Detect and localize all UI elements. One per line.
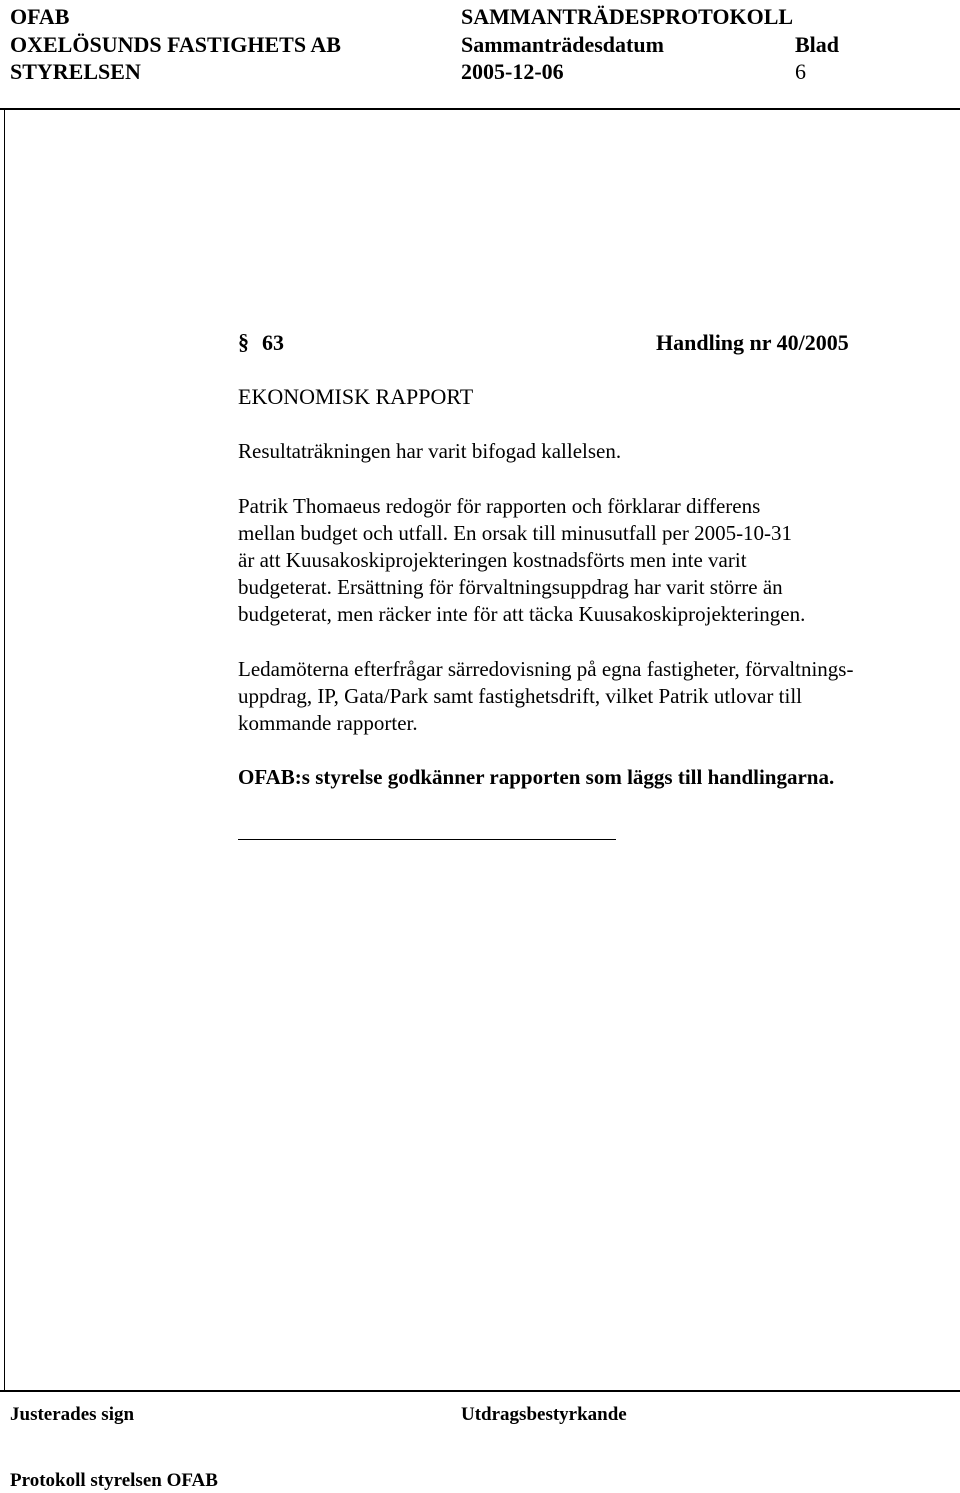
section-number: 63	[262, 330, 284, 355]
paragraph-line: budgeterat, men räcker inte för att täcka Kuusakoskiprojekteringen.	[238, 602, 806, 626]
paragraph-line: mellan budget och utfall. En orsak till minusutfall per 2005-10-31	[238, 521, 793, 545]
paragraph-report	[238, 493, 953, 628]
paragraph-request	[238, 656, 953, 737]
page-label: Blad	[795, 32, 840, 57]
certify-label: Utdragsbestyrkande	[461, 1404, 627, 1425]
paragraph-line: budgeterat. Ersättning för förvaltningsuppdrag har varit större än	[238, 575, 783, 599]
section-title: EKONOMISK RAPPORT	[238, 384, 474, 409]
doc-type: SAMMANTRÄDESPROTOKOLL	[461, 4, 794, 29]
section-symbol: §	[238, 329, 249, 354]
signature-underline	[238, 839, 616, 840]
org-short: OFAB	[10, 4, 70, 29]
paragraph-line: är att Kuusakoskiprojekteringen kostnadsförts men inte varit	[238, 548, 747, 572]
paragraph-line: kommande rapporter.	[238, 711, 418, 735]
header-rule	[0, 108, 960, 110]
justified-label: Justerades sign	[10, 1404, 135, 1425]
page-value: 6	[795, 59, 806, 84]
paragraph-line: uppdrag, IP, Gata/Park samt fastighetsdrift, vilket Patrik utlovar till	[238, 684, 802, 708]
date-label: Sammanträdesdatum	[461, 32, 664, 57]
paragraph-line: Resultaträkningen har varit bifogad kallelsen.	[238, 439, 622, 463]
decision-text	[238, 764, 953, 791]
footer-rule	[0, 1390, 960, 1392]
paragraph-line: Patrik Thomaeus redogör för rapporten och förklarar differens	[238, 494, 761, 518]
board-name: STYRELSEN	[10, 59, 141, 84]
section-reference: Handling nr 40/2005	[656, 330, 849, 355]
paragraph-attachment	[238, 438, 953, 465]
org-full: OXELÖSUNDS FASTIGHETS AB	[10, 32, 341, 57]
decision-line: OFAB:s styrelse godkänner rapporten som läggs till handlingarna.	[238, 765, 835, 789]
paragraph-line: Ledamöterna efterfrågar särredovisning på egna fastigheter, förvaltnings-	[238, 657, 854, 681]
left-margin-line	[4, 110, 5, 1390]
protocol-label: Protokoll styrelsen OFAB	[10, 1470, 218, 1491]
date-value: 2005-12-06	[461, 59, 564, 84]
